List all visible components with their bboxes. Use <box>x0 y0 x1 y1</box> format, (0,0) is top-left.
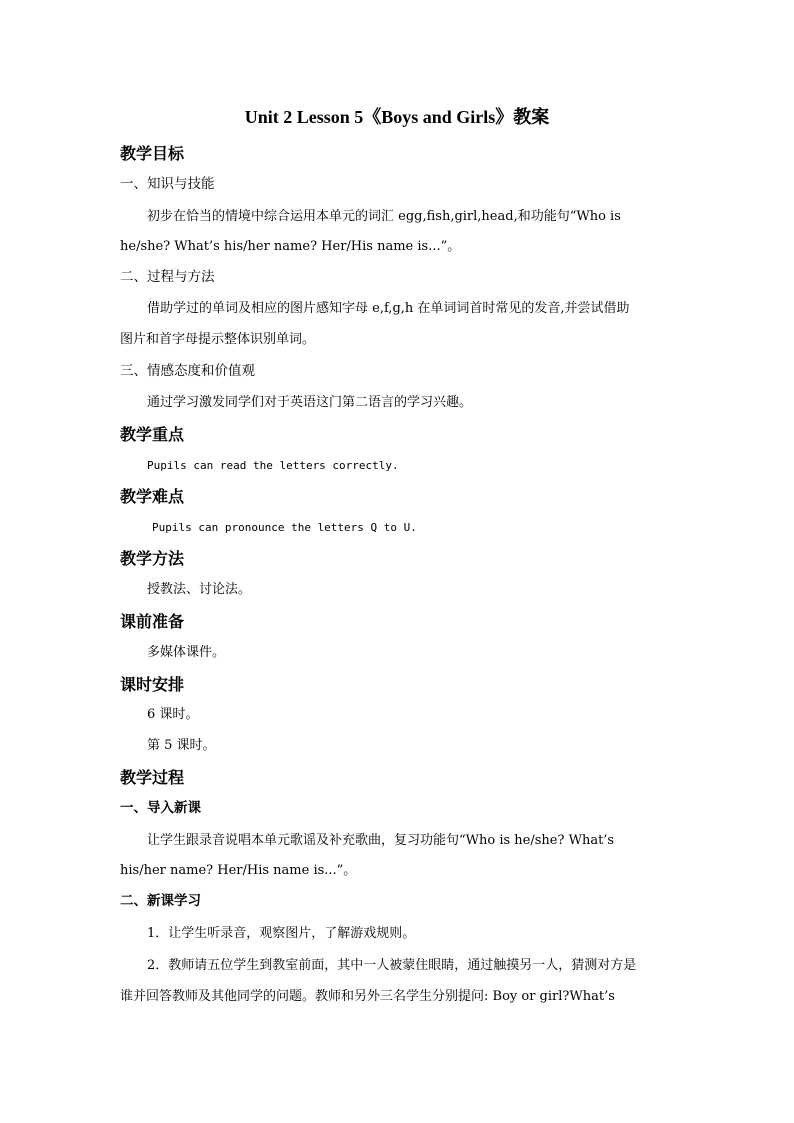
heading-methods: 教学方法 <box>120 549 185 568</box>
paragraph-line: he/she? What’s his/her name? Her/His name is...”。 <box>120 239 461 254</box>
paragraph-line: 借助学过的单词及相应的图片感知字母 e,f,g,h 在单词词首时常见的发音,并尝试借助 <box>147 301 630 316</box>
key-points-text: Pupils can read the letters correctly. <box>147 459 399 472</box>
paragraph-line: his/her name? Her/His name is...”。 <box>120 863 357 878</box>
document-title: Unit 2 Lesson 5《Boys and Girls》教案 <box>244 107 550 127</box>
paragraph-line: 图片和首字母提示整体识别单词。 <box>120 332 316 347</box>
difficulties-text: Pupils can pronounce the letters Q to U. <box>152 521 417 534</box>
heading-procedure: 教学过程 <box>120 768 185 787</box>
paragraph-line: 初步在恰当的情境中综合运用本单元的词汇 egg,fish,girl,head,和功能句“Who is <box>147 209 621 224</box>
preparation-text: 多媒体课件。 <box>147 645 226 660</box>
methods-text: 授教法、讨论法。 <box>147 582 252 597</box>
heading-schedule: 课时安排 <box>120 675 185 694</box>
subheading-intro: 一、导入新课 <box>120 800 201 816</box>
heading-objectives: 教学目标 <box>120 144 185 163</box>
heading-difficulties: 教学难点 <box>120 487 185 506</box>
schedule-line: 第 5 课时。 <box>147 738 216 753</box>
paragraph-line: 谁并回答教师及其他同学的问题。教师和另外三名学生分别提问: Boy or girl?What’s <box>120 989 615 1004</box>
paragraph-line: 1．让学生听录音，观察图片，了解游戏规则。 <box>147 926 416 941</box>
subheading-new: 二、新课学习 <box>120 893 201 909</box>
heading-preparation: 课前准备 <box>120 612 185 631</box>
subheading-process: 二、过程与方法 <box>120 269 215 285</box>
subheading-attitude: 三、情感态度和价值观 <box>120 363 255 379</box>
paragraph-line: 让学生跟录音说唱本单元歌谣及补充歌曲，复习功能句“Who is he/she? What’s <box>147 833 615 848</box>
subheading-knowledge: 一、知识与技能 <box>120 176 215 192</box>
schedule-line: 6 课时。 <box>147 707 199 722</box>
paragraph-line: 通过学习激发同学们对于英语这门第二语言的学习兴趣。 <box>147 395 473 410</box>
paragraph-line: 2．教师请五位学生到教室前面，其中一人被蒙住眼睛，通过触摸另一人，猜测对方是 <box>147 958 637 973</box>
heading-key-points: 教学重点 <box>120 425 185 444</box>
